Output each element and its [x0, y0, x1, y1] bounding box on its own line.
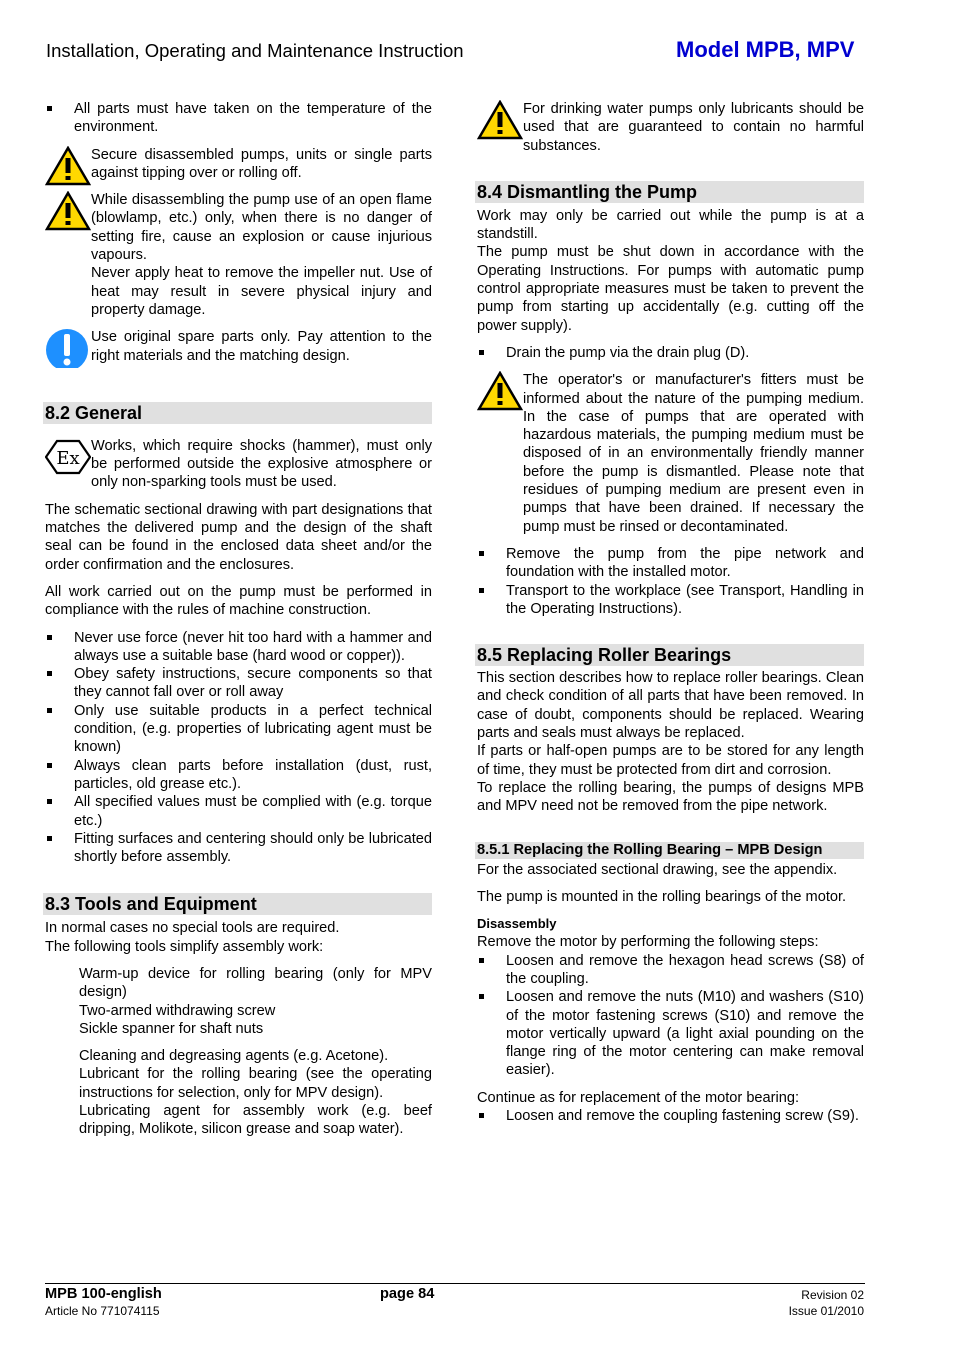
- warning-triangle-icon: [45, 146, 91, 186]
- list-item: Sickle spanner for shaft nuts: [79, 1020, 264, 1037]
- ex-block: [45, 437, 432, 492]
- warning-triangle-icon: [45, 191, 91, 231]
- list-item: Cleaning and degreasing agents (e.g. Acetone).: [79, 1048, 389, 1065]
- list-item: Two-armed withdrawing screw: [79, 1002, 276, 1019]
- list-item: Remove the pump from the pipe network and foundation with the installed motor.: [477, 545, 864, 582]
- info-text: Use original spare parts only. Pay attention to the right materials and the matching design.: [91, 329, 432, 364]
- info-block: [45, 328, 432, 365]
- footer-divider: [45, 1283, 865, 1284]
- paragraph: Continue as for replacement of the motor bearing:: [477, 1089, 800, 1106]
- paragraph: Remove the motor by performing the following steps:: [477, 934, 819, 951]
- warning-block: [477, 100, 864, 155]
- list-item: All specified values must be complied with (e.g. torque etc.): [45, 793, 432, 830]
- warning-block: [45, 146, 432, 183]
- bullet-item: All parts must have taken on the temperature of the environment.: [45, 100, 432, 137]
- footer-revision: Revision 02: [801, 1288, 864, 1302]
- warning-text: For drinking water pumps only lubricants should be used that are guaranteed to contain no harmful substances.: [523, 101, 864, 154]
- subsection-heading: 8.5.1 Replacing the Rolling Bearing – MPB Design: [475, 842, 864, 859]
- paragraph: The pump is mounted in the rolling bearings of the motor.: [477, 888, 847, 905]
- paragraph: Work may only be carried out while the pump is at a standstill.: [477, 207, 864, 243]
- svg-text:Ex: Ex: [56, 447, 80, 469]
- explosion-protection-ex-icon: [45, 437, 91, 477]
- warning-text: The operator's or manufacturer's fitters must be informed about the nature of the pumping medium. In the case of pumps that are operated with hazardous materials, the pumping medium must be disposed of in an environmentally friendly manner before the pump is dismantled. Please note that residues of pumping medium are present even in pumps that have been drained. If necessary the pump must be rinsed or decontaminated.: [523, 372, 864, 535]
- header-title: Installation, Operating and Maintenance Instruction: [46, 40, 464, 61]
- warning-text: Secure disassembled pumps, units or single parts against tipping over or rolling off.: [91, 146, 432, 181]
- warning-triangle-icon: [477, 100, 523, 140]
- section-heading: 8.3 Tools and Equipment: [43, 893, 432, 915]
- footer-doc: MPB 100-english: [45, 1286, 162, 1302]
- list-item: Warm-up device for rolling bearing (only for MPV design): [79, 965, 432, 1001]
- list-item: Loosen and remove the coupling fastening screw (S9).: [477, 1107, 864, 1125]
- bullet-list: [45, 629, 432, 867]
- paragraph: The pump must be shut down in accordance with the Operating Instructions. For pumps with automatic pump control appropriate measures must be taken to prevent the pump from starting up accidentally (e.g. cutting off the power supply).: [477, 244, 864, 334]
- section-heading: 8.2 General: [43, 402, 432, 424]
- tools-list: [45, 965, 432, 1139]
- paragraph: The following tools simplify assembly work:: [45, 938, 324, 955]
- paragraph: This section describes how to replace roller bearings. Clean and check condition of all parts that have been removed. In case of doubt, components should be replaced. Wearing parts and seals must always be replaced.: [477, 670, 864, 742]
- model-title: Model MPB, MPV: [676, 37, 855, 62]
- ex-text: Works, which require shocks (hammer), must only be performed outside the explosive atmosphere or only non-sparking tools must be used.: [91, 437, 432, 491]
- list-item: Loosen and remove the nuts (M10) and washers (S10) of the motor fastening screws (S10) and remove the motor vertically upward (a light axial pounding on the flange ring of the motor centering can make removal easier).: [477, 988, 864, 1079]
- list-item: Never use force (never hit too hard with a hammer and always use a suitable base (hard wood or copper)).: [45, 629, 432, 666]
- section-heading: 8.5 Replacing Roller Bearings: [475, 644, 864, 666]
- left-column: [45, 100, 432, 1139]
- footer-issue: Issue 01/2010: [788, 1304, 864, 1318]
- list-item: Lubricant for the rolling bearing (see the operating instructions for selection, only for MPV design).: [79, 1066, 432, 1101]
- footer-page: page 84: [380, 1286, 435, 1302]
- info-exclamation-icon: [45, 328, 91, 368]
- paragraph: In normal cases no special tools are required.: [45, 920, 340, 937]
- list-item: Only use suitable products in a perfect technical condition, (e.g. properties of lubricating agent must be known): [45, 702, 432, 757]
- footer-article: Article No 771074115: [45, 1304, 160, 1318]
- paragraph: The schematic sectional drawing with part designations that matches the delivered pump and the design of the shaft seal can be found in the enclosed data sheet and/or the order confirmation and the enclosures.: [45, 501, 432, 573]
- list-item: Transport to the workplace (see Transport, Handling in the Operating Instructions).: [477, 582, 864, 619]
- warning-text: While disassembling the pump use of an open flame (blowlamp, etc.) only, when there is no danger of setting fire, cause an explosion or cause injurious vapours.: [91, 192, 432, 264]
- list-item: Drain the pump via the drain plug (D).: [477, 344, 864, 362]
- list-item: Always clean parts before installation (dust, rust, particles, old grease etc.).: [45, 757, 432, 794]
- list-item: Loosen and remove the hexagon head screws (S8) of the coupling.: [477, 952, 864, 989]
- list-item: Obey safety instructions, secure components so that they cannot fall over or roll away: [45, 665, 432, 702]
- warning-block: [477, 371, 864, 536]
- list-item: Fitting surfaces and centering should only be lubricated shortly before assembly.: [45, 830, 432, 867]
- warning-block: [45, 191, 432, 319]
- paragraph: To replace the rolling bearing, the pumps of designs MPB and MPV need not be removed from the pipe network.: [477, 779, 864, 815]
- paragraph: For the associated sectional drawing, see the appendix.: [477, 861, 838, 878]
- warning-triangle-icon: [477, 371, 523, 411]
- section-heading: 8.4 Dismantling the Pump: [475, 181, 864, 203]
- paragraph: All work carried out on the pump must be performed in compliance with the rules of machine construction.: [45, 583, 432, 619]
- warning-text: Never apply heat to remove the impeller nut. Use of heat may result in severe physical injury and property damage.: [91, 265, 432, 318]
- list-item: Lubricating agent for assembly work (e.g. beef dripping, Molikote, silicon grease and soap water).: [79, 1103, 432, 1138]
- paragraph: If parts or half-open pumps are to be stored for any length of time, they must be protected from dirt and corrosion.: [477, 743, 864, 778]
- right-column: [477, 100, 864, 1125]
- disassembly-heading: Disassembly: [477, 916, 557, 932]
